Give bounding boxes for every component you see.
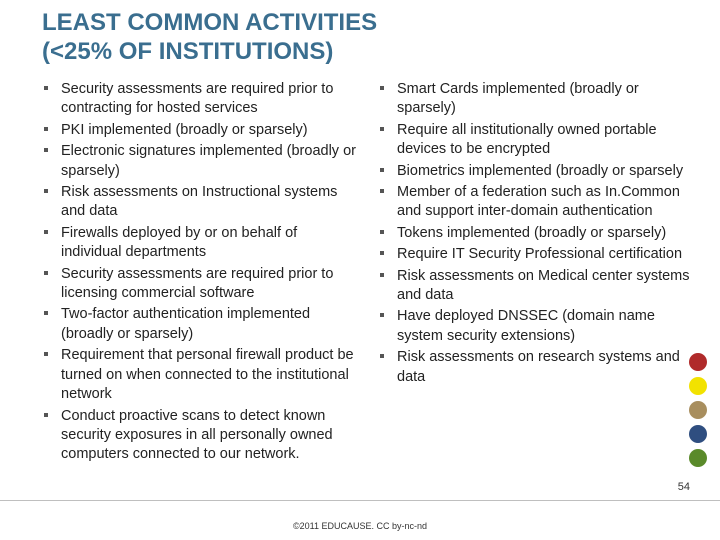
list-item	[380, 245, 690, 264]
bullet-icon	[44, 352, 48, 356]
bullet-icon	[380, 354, 384, 358]
list-item-text: Risk assessments on Medical center systems and data	[397, 267, 690, 304]
list-item-text: Member of a federation such as In.Common and support inter-domain authentication	[397, 184, 680, 220]
list-item	[380, 121, 690, 160]
list-item	[44, 407, 356, 465]
list-item	[380, 267, 690, 306]
list-item	[44, 224, 356, 263]
bullet-icon	[380, 127, 384, 131]
list-item-text: Biometrics implemented (broadly or sparsely	[397, 162, 684, 179]
bullet-icon	[380, 251, 384, 255]
slide-title-line-1: LEAST COMMON ACTIVITIES	[42, 9, 378, 36]
footer-copyright: ©2011 EDUCAUSE. CC by-nc-nd	[292, 521, 427, 531]
list-item-text: Require IT Security Professional certification	[397, 246, 683, 263]
tan-dot-icon	[689, 401, 707, 419]
list-item	[44, 121, 356, 140]
list-item-text: Conduct proactive scans to detect known security exposures in all personally owned computers connected to our network.	[61, 407, 333, 463]
bullet-icon	[380, 313, 384, 317]
bullet-icon	[44, 230, 48, 234]
slide-title	[42, 8, 682, 66]
footer-divider	[0, 500, 720, 501]
list-item-text: Security assessments are required prior to licensing commercial software	[61, 265, 334, 302]
yellow-dot-icon	[689, 377, 707, 395]
list-item-text: Risk assessments on Instructional systems and data	[61, 184, 338, 220]
list-item-text: PKI implemented (broadly or sparsely)	[61, 121, 308, 138]
list-item	[380, 224, 690, 243]
bullet-icon	[380, 86, 384, 90]
list-item-text: Requirement that personal firewall product be turned on when connected to the institutional network	[61, 347, 354, 403]
bullet-icon	[380, 230, 384, 234]
list-item	[44, 80, 356, 119]
green-dot-icon	[689, 449, 707, 467]
bullet-icon	[44, 271, 48, 275]
decorative-dots	[689, 353, 711, 473]
list-item	[44, 265, 356, 304]
list-item	[44, 305, 356, 344]
list-item-text: Electronic signatures implemented (broadly or sparsely)	[61, 143, 356, 179]
page-number: 54	[677, 481, 690, 493]
list-item	[380, 183, 690, 222]
list-item	[380, 162, 690, 181]
left-bullet-list	[44, 80, 356, 467]
bullet-icon	[44, 148, 48, 152]
blue-dot-icon	[689, 425, 707, 443]
list-item-text: Risk assessments on research systems and data	[397, 349, 680, 385]
bullet-icon	[44, 86, 48, 90]
list-item-text: Require all institutionally owned portable devices to be encrypted	[397, 121, 657, 158]
bullet-icon	[44, 311, 48, 315]
list-item-text: Two-factor authentication implemented (broadly or sparsely)	[61, 306, 311, 342]
list-item	[380, 307, 690, 346]
bullet-icon	[380, 168, 384, 172]
list-item	[44, 183, 356, 222]
list-item	[44, 142, 356, 181]
list-item-text: Firewalls deployed by or on behalf of individual departments	[61, 224, 298, 261]
bullet-icon	[380, 189, 384, 193]
list-item-text: Smart Cards implemented (broadly or sparsely)	[397, 81, 639, 117]
bullet-icon	[44, 127, 48, 131]
list-item-text: Security assessments are required prior to contracting for hosted services	[61, 81, 334, 117]
right-bullet-list	[380, 80, 690, 389]
list-item-text: Tokens implemented (broadly or sparsely)	[397, 224, 667, 241]
list-item	[380, 348, 690, 387]
bullet-icon	[44, 413, 48, 417]
slide-title-line-2: (<25% OF INSTITUTIONS)	[42, 38, 334, 65]
bullet-icon	[44, 189, 48, 193]
bullet-icon	[380, 273, 384, 277]
list-item	[44, 346, 356, 404]
red-dot-icon	[689, 353, 707, 371]
list-item	[380, 80, 690, 119]
list-item-text: Have deployed DNSSEC (domain name system security extensions)	[397, 308, 655, 344]
